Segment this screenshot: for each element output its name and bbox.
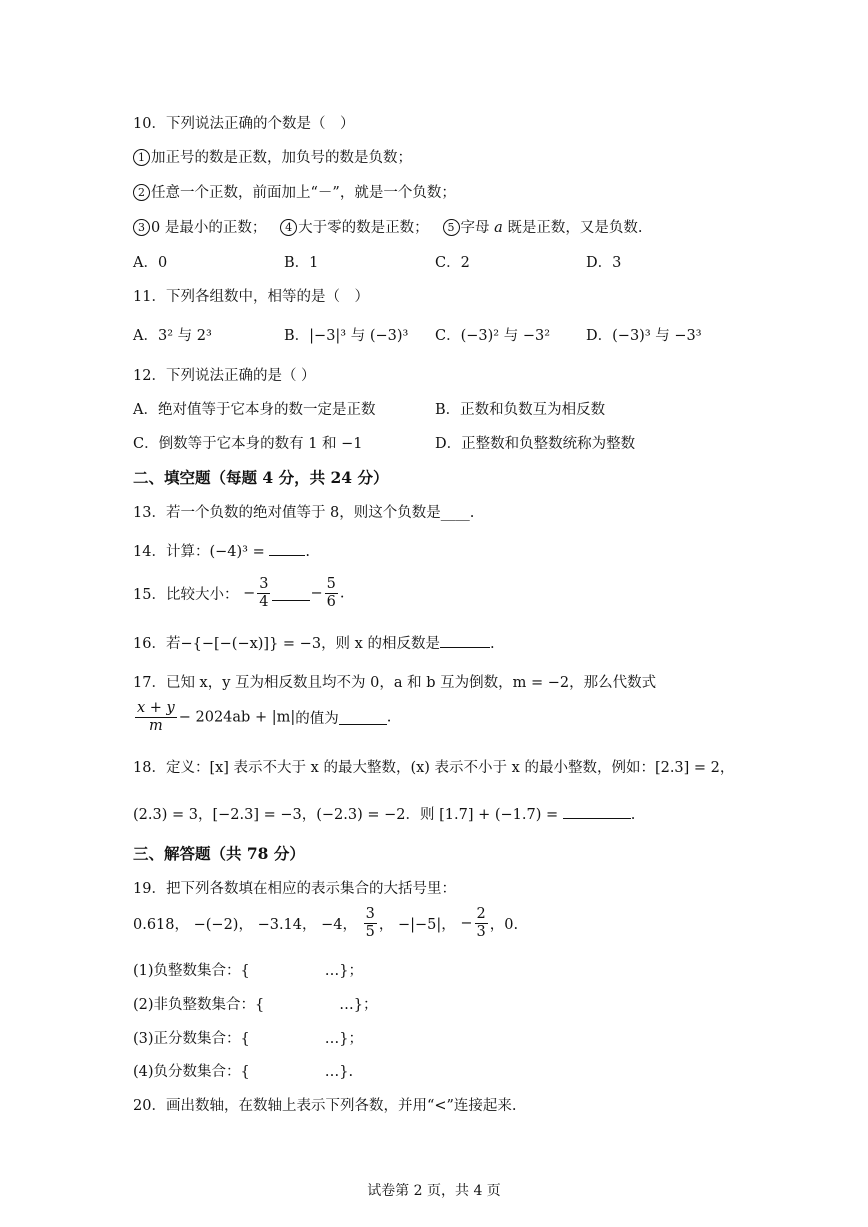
question-text: ，则 x 的相反数是 bbox=[321, 636, 440, 652]
q10-option-c: C．2 bbox=[435, 255, 470, 271]
q12-option-a: A．绝对值等于它本身的数一定是正数 bbox=[133, 402, 376, 418]
q10-stem: 10．下列说法正确的个数是（ ） bbox=[133, 116, 355, 132]
q10-statements-3-5 bbox=[133, 216, 642, 237]
numerator: 3 bbox=[365, 906, 375, 922]
q17-line-2 bbox=[133, 700, 391, 735]
q12-option-d: D．正整数和负整数统称为整数 bbox=[435, 436, 636, 452]
number-item: −|−5|， bbox=[397, 917, 456, 933]
option-text: 3² 与 2³ bbox=[157, 328, 212, 344]
q10-statement-1 bbox=[133, 146, 412, 167]
set-end: …}. bbox=[324, 1064, 354, 1080]
q19-numbers bbox=[133, 906, 518, 941]
variable: a bbox=[494, 220, 503, 236]
answer-blank[interactable] bbox=[272, 586, 310, 601]
fraction-3-4 bbox=[257, 576, 270, 611]
number-item: −3.14， bbox=[257, 917, 317, 933]
statement-text: 任意一个正数，前面加上“－”，就是一个负数； bbox=[151, 185, 456, 201]
number-item: −(−2)， bbox=[193, 917, 253, 933]
q11-option-a bbox=[133, 324, 212, 345]
period: . bbox=[339, 585, 345, 602]
section-heading-solutions: 三、解答题（共 78 分） bbox=[133, 844, 305, 863]
answer-blank[interactable] bbox=[440, 633, 490, 648]
q10-option-d: D．3 bbox=[586, 255, 622, 271]
denominator: m bbox=[149, 718, 163, 734]
number-item: ，0. bbox=[489, 917, 519, 933]
question-prefix: 16．若 bbox=[133, 636, 181, 652]
circle-number: 4 bbox=[280, 219, 297, 236]
numerator: x + y bbox=[137, 700, 175, 716]
q11-option-d bbox=[586, 324, 702, 345]
set-label: (2)非负整数集合：{ bbox=[133, 997, 265, 1013]
q11-option-b bbox=[284, 324, 408, 345]
numerator: 2 bbox=[476, 906, 486, 922]
math-expression: (2.3) = 3，[−2.3] = −3，(−2.3) = −2．则 [1.7] + (−1.7) = bbox=[133, 807, 559, 823]
period: . bbox=[305, 544, 310, 560]
statement-text: 既是正数，又是负数. bbox=[502, 220, 643, 236]
math-expression: −{−[−(−x)]} = −3 bbox=[180, 636, 322, 652]
statement-text: 字母 bbox=[460, 220, 495, 236]
option-label: B． bbox=[284, 328, 310, 344]
fraction-3-5 bbox=[364, 906, 377, 941]
q20: 20．画出数轴，在数轴上表示下列各数，并用“<”连接起来. bbox=[133, 1098, 517, 1114]
q10-statement-2 bbox=[133, 181, 456, 202]
section-heading-fill-in: 二、填空题（每题 4 分，共 24 分） bbox=[133, 468, 389, 487]
denominator: 6 bbox=[326, 594, 336, 610]
question-prefix: 15．比较大小： bbox=[133, 587, 239, 603]
circle-number: 2 bbox=[133, 184, 150, 201]
page-footer: 试卷第 2 页，共 4 页 bbox=[367, 1183, 501, 1199]
q16 bbox=[133, 632, 495, 653]
option-label: C． bbox=[435, 328, 461, 344]
option-text: (−3)² 与 −3² bbox=[460, 328, 551, 344]
answer-blank[interactable] bbox=[563, 804, 631, 819]
minus-sign: − bbox=[310, 585, 323, 602]
q14 bbox=[133, 540, 310, 561]
denominator: 4 bbox=[259, 594, 269, 610]
q18-line-2 bbox=[133, 803, 635, 824]
q19-set-positive-fractions bbox=[133, 1027, 363, 1048]
fraction-x-plus-y-over-m bbox=[135, 700, 177, 735]
minus-sign: − bbox=[460, 915, 473, 932]
numerator: 5 bbox=[326, 576, 336, 592]
q10-option-b: B．1 bbox=[284, 255, 319, 271]
period: . bbox=[489, 636, 495, 652]
q19-stem: 19．把下列各数填在相应的表示集合的大括号里： bbox=[133, 881, 456, 897]
q12-option-b: B．正数和负数互为相反数 bbox=[435, 402, 606, 418]
q11-stem: 11．下列各组数中，相等的是（ ） bbox=[133, 289, 369, 305]
numerator: 3 bbox=[259, 576, 269, 592]
period: . bbox=[630, 807, 636, 823]
q10-option-a: A．0 bbox=[133, 255, 168, 271]
circle-number: 1 bbox=[133, 149, 150, 166]
set-label: (3)正分数集合：{ bbox=[133, 1031, 250, 1047]
q15 bbox=[133, 576, 344, 611]
q19-set-nonnegative-integers bbox=[133, 993, 378, 1014]
minus-sign: − bbox=[243, 585, 256, 602]
math-expression: − 2024ab + |m| bbox=[178, 709, 296, 726]
answer-blank[interactable] bbox=[269, 541, 305, 556]
q19-set-negative-integers bbox=[133, 959, 363, 980]
set-end: …}； bbox=[324, 963, 363, 979]
option-label: D． bbox=[586, 328, 613, 344]
number-item: 0.618， bbox=[133, 917, 190, 933]
question-prefix: 14．计算： bbox=[133, 544, 210, 560]
q11-option-c bbox=[435, 324, 550, 345]
option-text: |−3|³ 与 (−3)³ bbox=[309, 328, 409, 344]
option-label: A． bbox=[133, 328, 158, 344]
q19-set-negative-fractions bbox=[133, 1060, 353, 1081]
denominator: 5 bbox=[365, 924, 375, 940]
fraction-2-3 bbox=[475, 906, 488, 941]
q12-option-c: C．倒数等于它本身的数有 1 和 −1 bbox=[133, 436, 363, 452]
denominator: 3 bbox=[476, 924, 486, 940]
q17-line-1: 17．已知 x，y 互为相反数且均不为 0，a 和 b 互为倒数，m = −2，那么代数式 bbox=[133, 675, 657, 691]
statement-text: 大于零的数是正数； bbox=[298, 220, 429, 236]
set-label: (4)负分数集合：{ bbox=[133, 1064, 250, 1080]
number-item: −4， bbox=[321, 917, 357, 933]
set-label: (1)负整数集合：{ bbox=[133, 963, 250, 979]
statement-text: 加正号的数是正数，加负号的数是负数； bbox=[151, 150, 412, 166]
question-text: 的值为 bbox=[295, 711, 339, 727]
circle-number: 3 bbox=[133, 219, 150, 236]
set-end: …}； bbox=[324, 1031, 363, 1047]
circle-number: 5 bbox=[443, 219, 460, 236]
answer-blank[interactable] bbox=[339, 710, 387, 725]
number-item: ， bbox=[378, 917, 394, 933]
math-expression: (−4)³ = bbox=[209, 544, 265, 560]
period: . bbox=[386, 709, 392, 726]
q18-line-1: 18．定义：[x] 表示不大于 x 的最大整数，(x) 表示不小于 x 的最小整数，例如：[2.3] = 2， bbox=[133, 760, 735, 776]
fraction-5-6 bbox=[325, 576, 338, 611]
set-end: …}； bbox=[339, 997, 378, 1013]
q13: 13．若一个负数的绝对值等于 8，则这个负数是____. bbox=[133, 505, 475, 521]
q12-stem: 12．下列说法正确的是（ ） bbox=[133, 368, 316, 384]
statement-text: 0 是最小的正数； bbox=[151, 220, 267, 236]
option-text: (−3)³ 与 −3³ bbox=[612, 328, 702, 344]
